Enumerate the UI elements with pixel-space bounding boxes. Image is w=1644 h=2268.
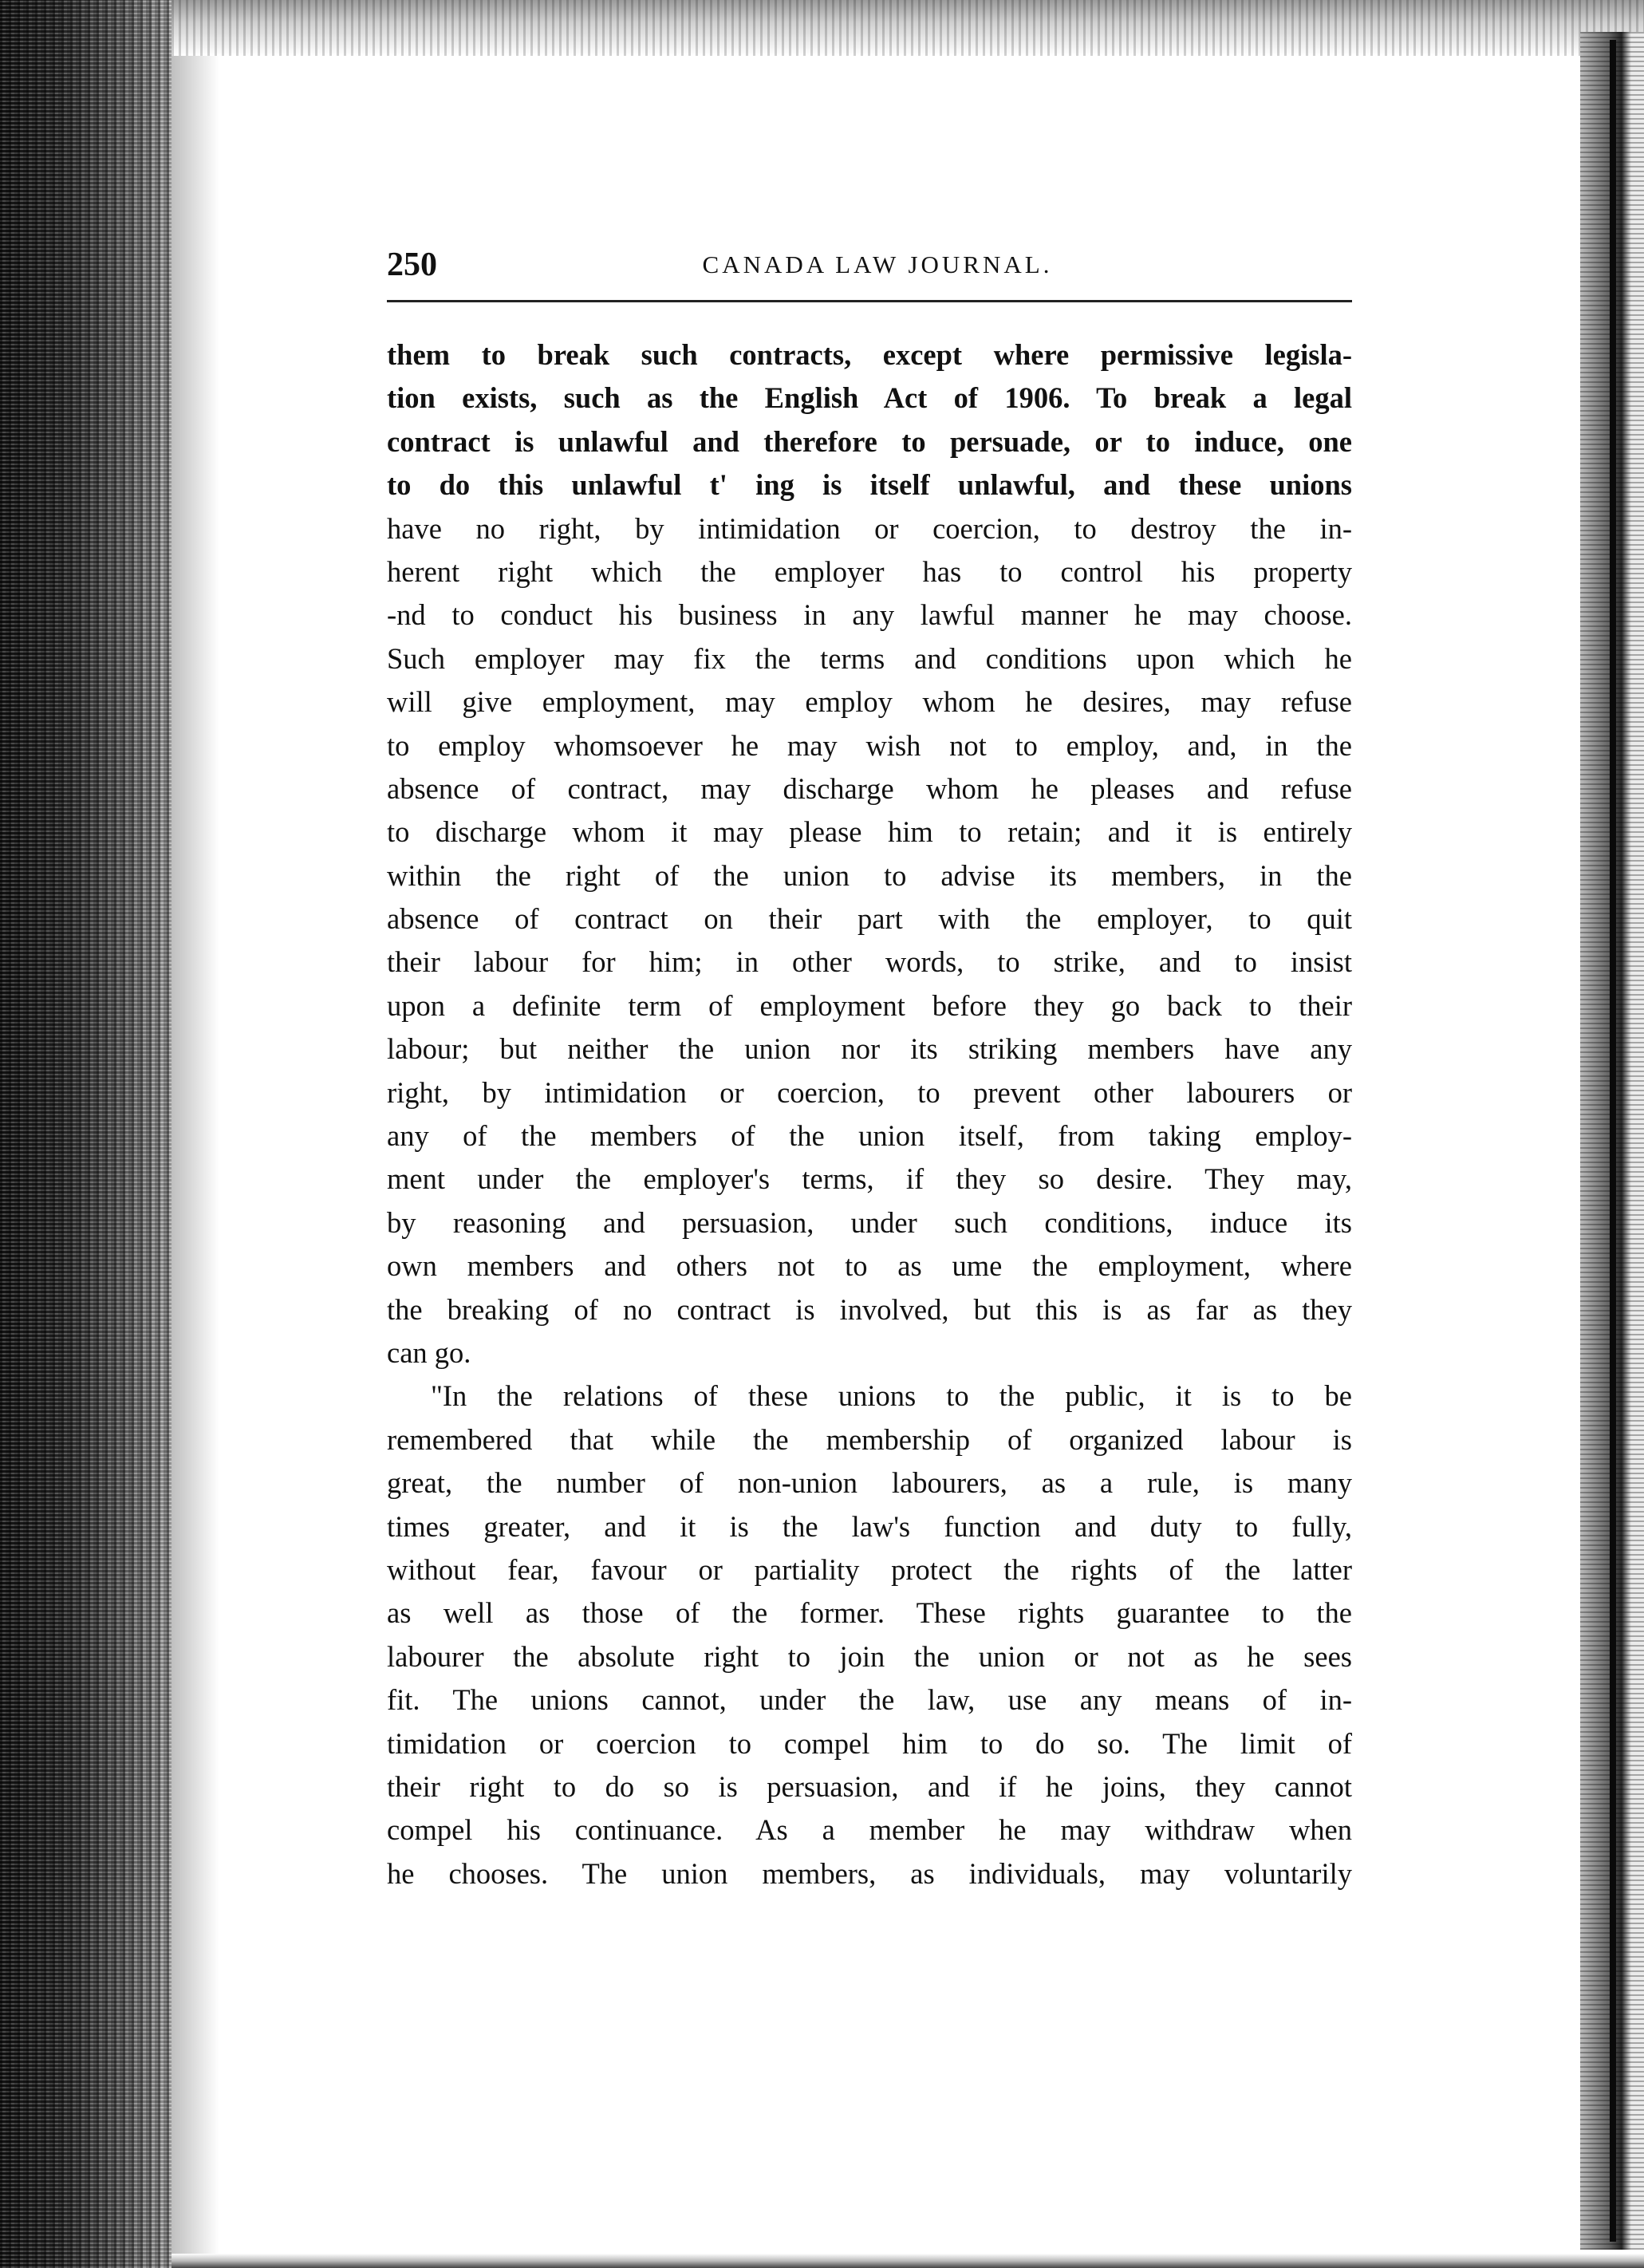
text-line: contract is unlawful and therefore to persuade, or to induce, one: [387, 424, 1352, 458]
text-line: right, by intimidation or coercion, to prevent other labourers or: [387, 1075, 1352, 1109]
text-line: labour; but neither the union nor its striking members have any: [387, 1032, 1352, 1066]
text-line: ment under the employer's terms, if they so desire. They may,: [387, 1162, 1352, 1196]
text-line: as well as those of the former. These rights guarantee to the: [387, 1596, 1352, 1630]
text-line: -nd to conduct his business in any lawful manner he may choose.: [387, 598, 1352, 632]
text-line: without fear, favour or partiality protect the rights of the latter: [387, 1552, 1352, 1586]
text-line: the breaking of no contract is involved, but this is as far as they: [387, 1292, 1352, 1326]
text-line: labourer the absolute right to join the union or not as he sees: [387, 1639, 1352, 1673]
text-line: fit. The unions cannot, under the law, use any means of in-: [387, 1683, 1352, 1717]
page-bottom-edge: [171, 2254, 1644, 2268]
text-line: within the right of the union to advise its members, in the: [387, 858, 1352, 892]
journal-title: CANADA LAW JOURNAL.: [702, 250, 1053, 278]
text-line: can go.: [387, 1335, 471, 1369]
running-header: [387, 239, 1352, 287]
text-line: compel his continuance. As a member he may withdraw when: [387, 1813, 1352, 1847]
document-page: [387, 239, 1352, 1890]
text-line: will give employment, may employ whom he desires, may refuse: [387, 685, 1352, 719]
text-line: Such employer may fix the terms and conditions upon which he: [387, 641, 1352, 675]
page-right-border-line: [1610, 40, 1616, 2242]
text-line: to discharge whom it may please him to retain; and it is entirely: [387, 815, 1352, 849]
text-line: herent right which the employer has to control his property: [387, 554, 1352, 588]
text-line: have no right, by intimidation or coercion, to destroy the in-: [387, 511, 1352, 545]
text-line: to do this unlawful t' ing is itself unlawful, and these unions: [387, 468, 1352, 502]
text-line: absence of contract on their part with the employer, to quit: [387, 902, 1352, 936]
binding-shadow: [171, 0, 219, 2268]
text-line: by reasoning and persuasion, under such conditions, induce its: [387, 1205, 1352, 1239]
text-line: times greater, and it is the law's function and duty to fully,: [387, 1509, 1352, 1543]
text-line: absence of contract, may discharge whom he pleases and refuse: [387, 771, 1352, 805]
text-line: their labour for him; in other words, to strike, and to insist: [387, 945, 1352, 979]
header-rule: [387, 300, 1352, 302]
text-line: great, the number of non-union labourers, as a rule, is many: [387, 1466, 1352, 1500]
text-line: to employ whomsoever he may wish not to employ, and, in the: [387, 728, 1352, 762]
page-top-edge: [171, 0, 1644, 56]
text-line: their right to do so is persuasion, and if he joins, they cannot: [387, 1769, 1352, 1803]
text-line: own members and others not to as ume the employment, where: [387, 1249, 1352, 1283]
text-line: he chooses. The union members, as individuals, may voluntarily: [387, 1856, 1352, 1890]
text-line: them to break such contracts, except where permissive legisla-: [387, 338, 1352, 371]
page-number: 250: [387, 247, 437, 283]
text-line: any of the members of the union itself, from taking employ-: [387, 1119, 1352, 1153]
book-binding-edge: [0, 0, 171, 2268]
text-line: timidation or coercion to compel him to do so. The limit of: [387, 1726, 1352, 1760]
text-line: tion exists, such as the English Act of 1906. To break a legal: [387, 381, 1352, 415]
text-line: "In the relations of these unions to the public, it is to be: [431, 1379, 1352, 1413]
text-line: remembered that while the membership of organized labour is: [387, 1422, 1352, 1456]
body-text: [387, 333, 1352, 1895]
text-line: upon a definite term of employment before they go back to their: [387, 988, 1352, 1022]
